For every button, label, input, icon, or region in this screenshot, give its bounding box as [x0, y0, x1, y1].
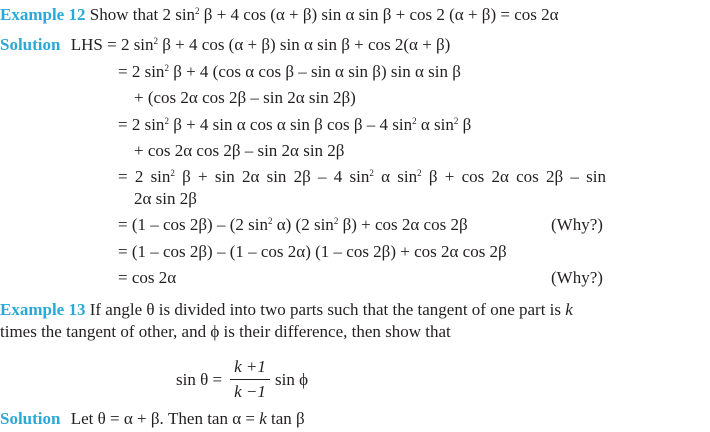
solution-13-label: Solution	[0, 409, 61, 428]
solution-12-step-8: = (1 – cos 2β) – (1 – cos 2α) (1 – cos 2β) + cos 2α cos 2β	[118, 242, 507, 261]
fraction-bar	[230, 379, 270, 380]
solution-13-line	[0, 409, 305, 429]
solution-12-step-3: = 2 $\sin^2 \beta + 4$ sin α cos α sin β cos β – 4 $\sin^2 \alpha$ $\sin^2 \beta$	[118, 115, 472, 134]
example-13-text-1: If angle θ is divided into two parts such that the tangent of one part is	[89, 300, 562, 319]
solution-12-step-4: + cos 2α cos 2β – sin 2α sin 2β	[134, 141, 345, 160]
solution-12-step-7: = (1 – cos 2β) – (2 $\sin^2 \alpha$) (2 $\sin^2 \beta) + \cos 2\alpha$ cos 2β	[118, 215, 468, 234]
solution-12-step-5: = 2 $\sin^2 \beta + \sin 2\alpha$ sin 2β – 4 $\sin^2 \alpha$ $\sin^2 \beta + \cos 2\alpha$ cos 2β – sin	[118, 167, 606, 186]
example-13-line-1	[0, 300, 573, 320]
solution-12-step-6: 2α sin 2β	[134, 189, 197, 208]
solution-12-label: Solution	[0, 35, 61, 54]
example-13-line-2: times the tangent of other, and ϕ is their difference, then show that	[0, 322, 451, 341]
equation-left: sin θ =	[176, 370, 223, 389]
equation-right: sin ϕ	[275, 370, 309, 389]
solution-13-text-a: Let θ = α + β. Then tan α =	[70, 409, 255, 428]
why-annotation-1: (Why?)	[551, 215, 603, 234]
solution-12-step-2: + (cos 2α cos 2β – sin 2α sin 2β)	[134, 88, 356, 107]
example-12-line	[0, 5, 559, 25]
example-12-statement: Show that 2 $\sin^2 \beta + 4$ cos (α + β) sin α sin β + cos 2 (α + β) = cos 2α	[89, 5, 559, 24]
example-13-k: k	[565, 300, 573, 319]
solution-13-text-b: tan β	[271, 409, 305, 428]
fraction-denominator: k −1	[234, 382, 266, 401]
solution-12-line	[0, 35, 450, 55]
equation-fraction	[230, 357, 270, 402]
example-13-label: Example 13	[0, 300, 86, 319]
solution-12-step-1: = 2 $\sin^2 \beta + 4$ (cos α cos β – sin α sin β) sin α sin β	[118, 62, 461, 81]
solution-13-k: k	[259, 409, 267, 428]
fraction-numerator: k +1	[234, 357, 266, 376]
solution-12-lhs: LHS = 2 $\sin^2 \beta + 4$ cos (α + β) sin α sin β + cos 2(α + β)	[70, 35, 451, 54]
example-12-label: Example 12	[0, 5, 86, 24]
solution-12-step-9: = cos 2α	[118, 268, 177, 287]
why-annotation-2: (Why?)	[551, 268, 603, 287]
